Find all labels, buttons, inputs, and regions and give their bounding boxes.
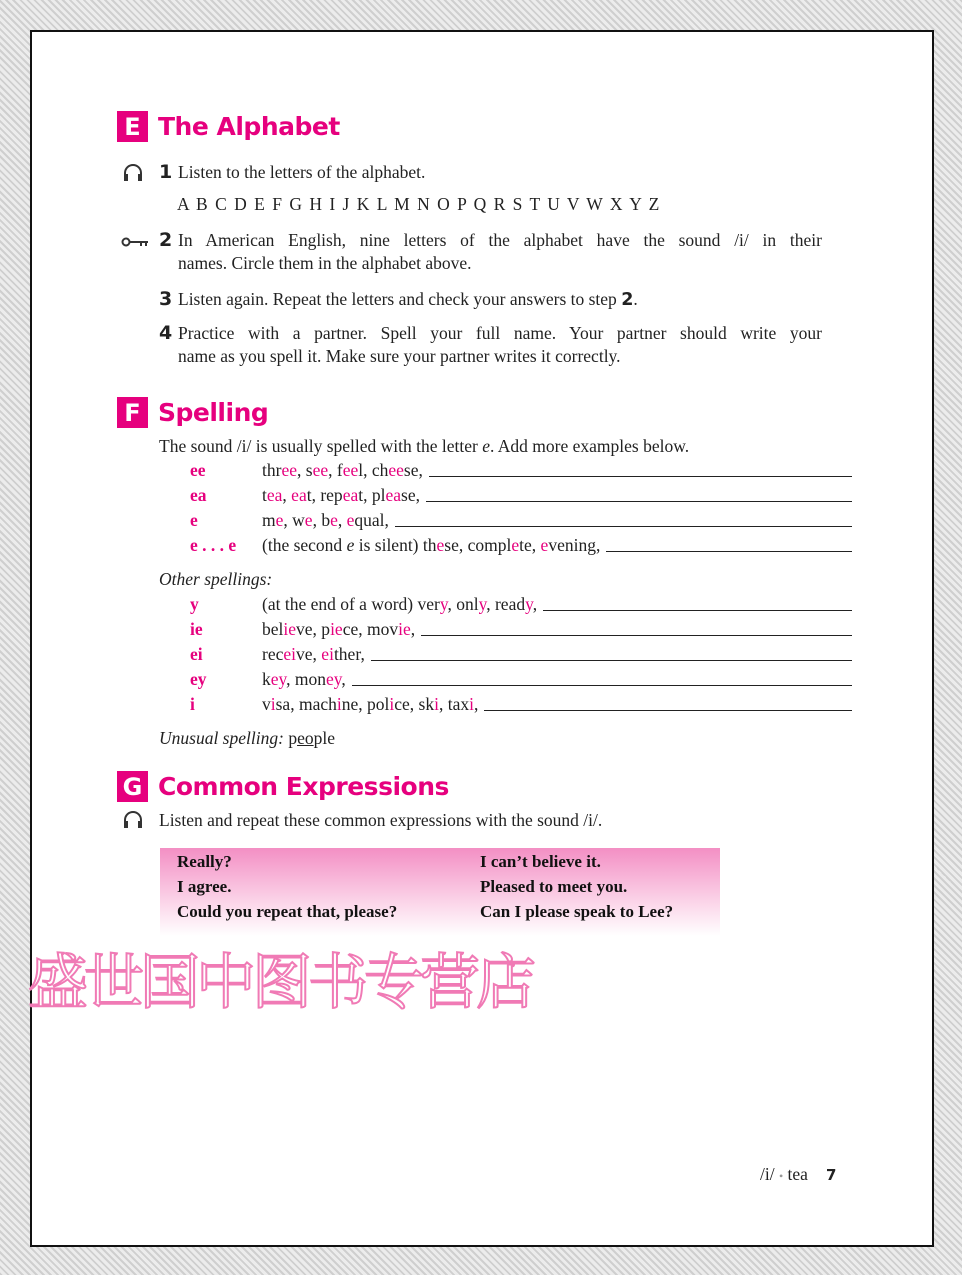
step-3-body: Listen again. Repeat the letters and check your answers to step [178,289,622,309]
section-g-header [117,771,449,802]
spelling-pattern: i [190,694,195,714]
intro-letter: e [482,436,490,456]
expression: Could you repeat that, please? [177,902,398,921]
example-words: (at the end of a word) very, only, ready, [262,594,538,614]
section-title: Common Expressions [158,772,449,801]
expression: I agree. [177,877,232,896]
footer-word: tea [787,1164,808,1184]
page-footer [760,1163,836,1188]
section-e-header [117,111,340,142]
headphones-icon[interactable] [122,810,144,830]
footer-sound: /i/ [760,1164,775,1184]
spelling-row [262,594,852,615]
page-number: 7 [825,1166,837,1184]
section-title: Spelling [158,398,269,427]
example-words: key, money, [262,669,346,689]
spelling-row [262,510,852,531]
other-spellings-label: Other spellings: [159,569,273,589]
answer-blank[interactable] [429,476,852,477]
key-icon [121,236,149,248]
example-words: receive, either, [262,644,365,664]
expressions-box [160,848,720,936]
expression: I can’t believe it. [480,852,601,871]
example-words: visa, machine, police, ski, taxi, [262,694,479,714]
watermark: 盛世国中图书专营店 [28,948,532,1018]
step-number: 4 [159,322,173,344]
expressions-instruction: Listen and repeat these common expressions with the sound /i/. [159,810,603,830]
section-title: The Alphabet [158,112,340,141]
intro-text: The sound /i/ is usually spelled with the letter [159,436,483,456]
step-number: 1 [159,161,173,183]
answer-blank[interactable] [395,526,852,527]
answer-blank[interactable] [484,710,852,711]
expression: Really? [177,852,232,871]
example-words: tea, eat, repeat, please, [262,485,420,505]
alphabet-letters: A B C D E F G H I J K L M N O P Q R S T U V W X Y Z [177,194,660,214]
example-words: believe, piece, movie, [262,619,416,639]
step-4-line1: Practice with a partner. Spell your full name. Your partner should write your [178,323,822,343]
answer-blank[interactable] [352,685,852,686]
spelling-pattern: e . . . e [190,535,237,555]
answer-blank[interactable] [426,501,852,502]
answer-blank[interactable] [421,635,852,636]
step-number: 2 [159,229,173,251]
step-2-line2: names. Circle them in the alphabet above. [178,253,472,273]
spelling-pattern: ei [190,644,203,664]
answer-blank[interactable] [543,610,852,611]
step-ref: 2 [621,290,634,310]
unusual-spelling [159,727,335,750]
spelling-pattern: ea [190,485,207,505]
section-badge: F [117,397,148,428]
section-f-header [117,397,268,428]
unusual-word-start: p [288,728,298,748]
spelling-row [262,535,852,556]
unusual-word-highlight: eo [297,728,314,748]
expression: Can I please speak to Lee? [480,902,674,921]
spelling-row [262,619,852,640]
step-2-line1: In American English, nine letters of the alphabet have the sound /i/ in their [178,230,822,250]
spelling-row [262,669,852,690]
section-badge: G [117,771,148,802]
spelling-pattern: ey [190,669,207,689]
spelling-pattern: ie [190,619,203,639]
step-3-end: . [633,289,638,309]
section-badge: E [117,111,148,142]
footer-bullet: • [778,1169,784,1183]
spelling-row [262,644,852,665]
spelling-row [262,460,852,481]
spelling-row [262,694,852,715]
step-number: 3 [159,288,173,310]
example-words: me, we, be, equal, [262,510,389,530]
spelling-pattern: ee [190,460,206,480]
expression: Pleased to meet you. [480,877,628,896]
step-1-text: Listen to the letters of the alphabet. [178,162,426,182]
spelling-row [262,485,852,506]
spelling-pattern: y [190,594,199,614]
example-words: three, see, feel, cheese, [262,460,423,480]
unusual-label: Unusual spelling: [159,728,284,748]
answer-blank[interactable] [606,551,852,552]
step-4-line2: name as you spell it. Make sure your partner writes it correctly. [178,346,621,366]
unusual-word-end: ple [313,728,335,748]
spelling-intro [159,435,689,458]
example-words: (the second e is silent) these, complete, evening, [262,535,601,555]
intro-text-end: . Add more examples below. [490,436,690,456]
answer-blank[interactable] [371,660,852,661]
step-3-text [178,288,638,312]
headphones-icon[interactable] [122,163,144,183]
spelling-pattern: e [190,510,198,530]
